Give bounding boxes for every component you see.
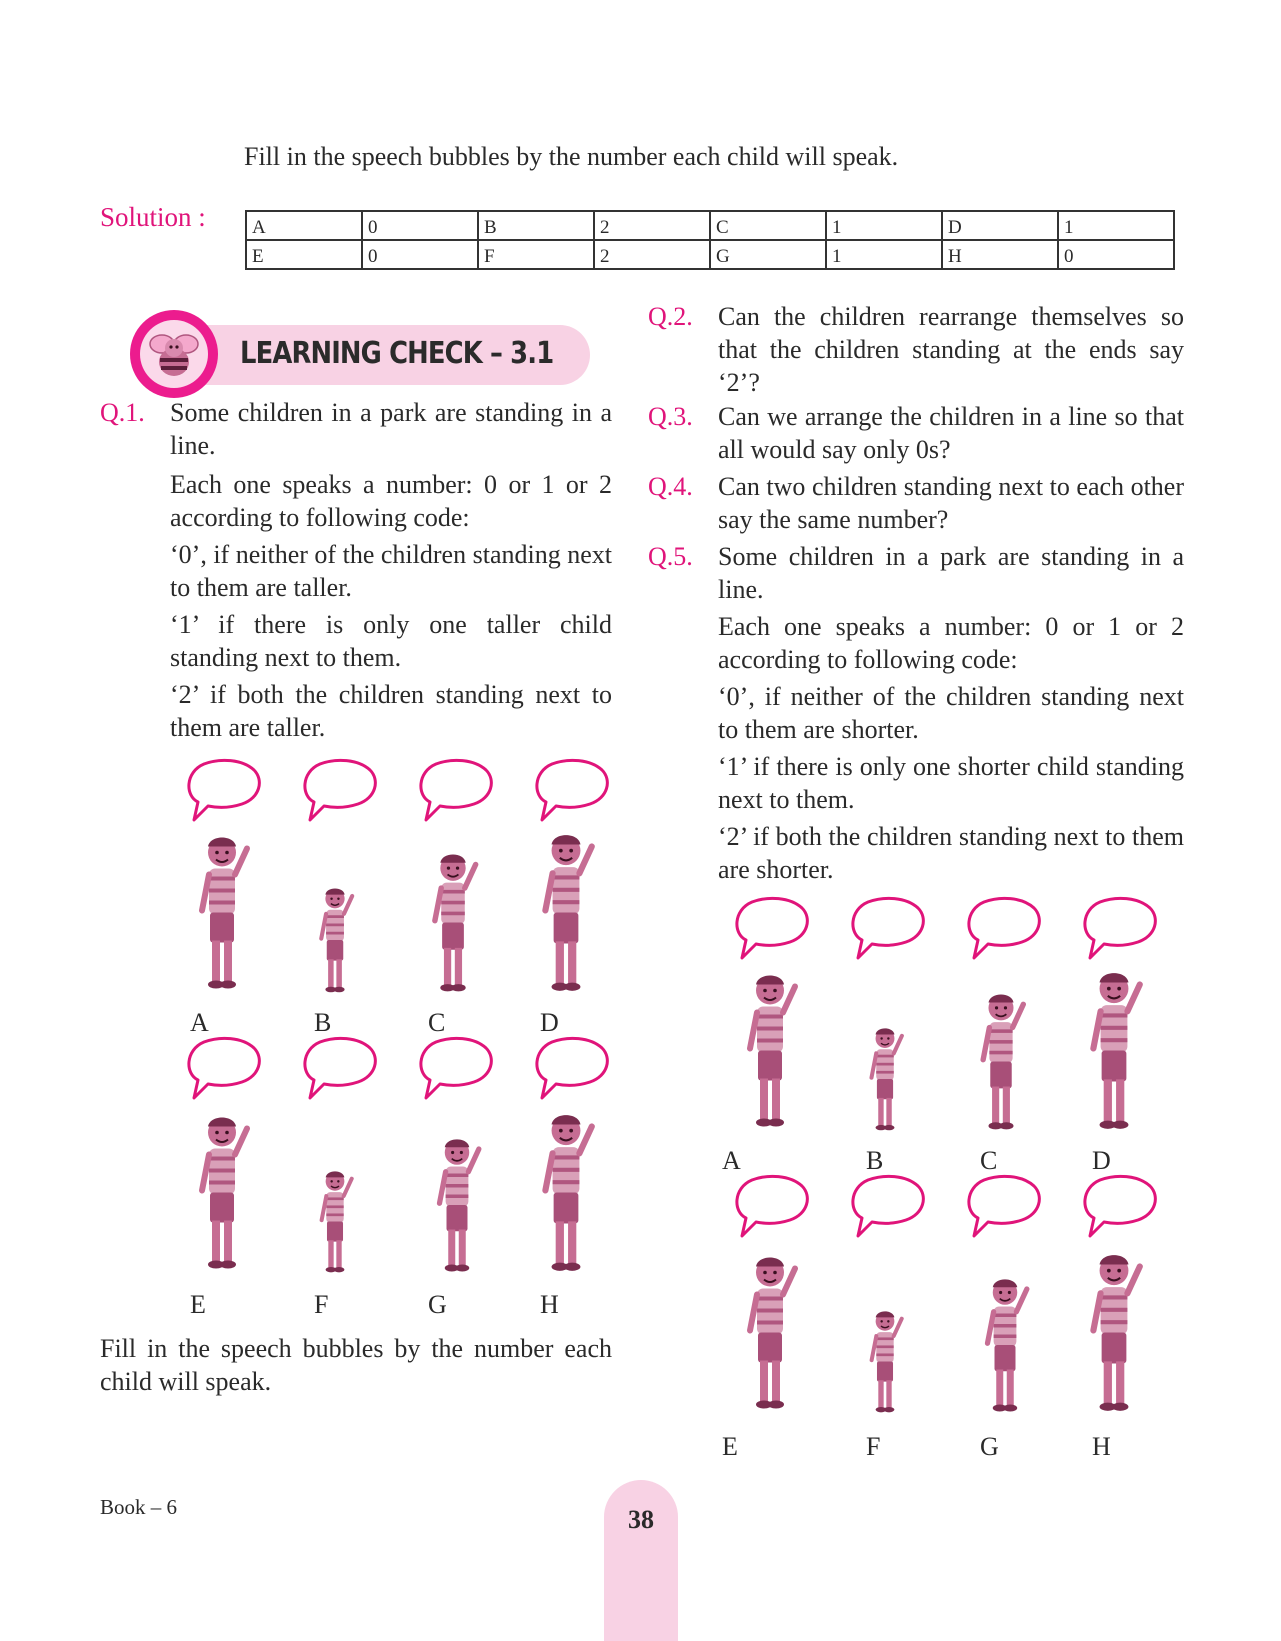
child-d-figure	[534, 830, 598, 995]
q2-number: Q.2.	[648, 302, 693, 331]
q5-number: Q.5.	[648, 542, 693, 571]
table-cell: F	[478, 240, 594, 269]
table-cell: C	[710, 211, 826, 240]
q5-para-2: Each one speaks a number: 0 or 1 or 2 according to following code:	[718, 612, 1184, 674]
speech-bubble-icon[interactable]	[1078, 1174, 1158, 1238]
speech-bubble-icon[interactable]	[414, 1036, 494, 1100]
speech-bubble-icon[interactable]	[530, 1036, 610, 1100]
speech-bubble-icon[interactable]	[182, 1036, 262, 1100]
label-c: C	[428, 1008, 446, 1037]
child-g-figure	[418, 1135, 496, 1275]
speech-bubble-icon[interactable]	[962, 896, 1042, 960]
book-label: Book – 6	[100, 1495, 178, 1519]
speech-bubble-icon[interactable]	[730, 1174, 810, 1238]
label-e: E	[722, 1432, 738, 1461]
label-d: D	[540, 1008, 559, 1037]
table-row	[246, 240, 1174, 269]
speech-bubble-icon[interactable]	[1078, 896, 1158, 960]
table-cell: 0	[1058, 240, 1174, 269]
speech-bubble-icon[interactable]	[846, 896, 926, 960]
q1-para-1: Some children in a park are standing in a line.	[170, 398, 612, 460]
learning-check-title: LEARNING CHECK – 3.1	[240, 336, 554, 371]
solution-label: Solution :	[100, 202, 206, 232]
label-b: B	[866, 1146, 884, 1175]
child-h-figure	[534, 1110, 598, 1275]
child-e-figure	[740, 1250, 800, 1415]
speech-bubble-icon[interactable]	[298, 1036, 378, 1100]
table-cell: H	[942, 240, 1058, 269]
q1-para-5: ‘2’ if both the children standing next to them are taller.	[170, 680, 612, 742]
child-d-figure	[1082, 968, 1146, 1133]
q5-para-3: ‘0’, if neither of the children standing next to them are shorter.	[718, 682, 1184, 744]
speech-bubble-icon[interactable]	[414, 758, 494, 822]
child-f-figure	[305, 1168, 365, 1275]
q4-text: Can two children standing next to each other say the same number?	[718, 472, 1184, 534]
q3-number: Q.3.	[648, 402, 693, 431]
table-cell: 0	[362, 211, 478, 240]
child-a-figure	[740, 968, 800, 1133]
child-a-figure	[192, 830, 252, 995]
table-row	[246, 211, 1174, 240]
table-cell: G	[710, 240, 826, 269]
label-a: A	[190, 1008, 209, 1037]
q5-para-4: ‘1’ if there is only one shorter child standing next to them.	[718, 752, 1184, 814]
table-cell: 1	[826, 240, 942, 269]
table-cell: 0	[362, 240, 478, 269]
label-g: G	[428, 1290, 447, 1319]
bee-icon-inner	[140, 320, 208, 388]
table-cell: 2	[594, 240, 710, 269]
speech-bubble-icon[interactable]	[530, 758, 610, 822]
table-cell: D	[942, 211, 1058, 240]
q5-para-5: ‘2’ if both the children standing next to them are shorter.	[718, 822, 1184, 884]
q1-para-2: Each one speaks a number: 0 or 1 or 2 according to following code:	[170, 470, 612, 532]
child-f-figure	[855, 1308, 915, 1415]
child-b-figure	[855, 1025, 915, 1133]
q1-para-3: ‘0’, if neither of the children standing next to them are taller.	[170, 540, 612, 602]
label-d: D	[1092, 1146, 1111, 1175]
label-c: C	[980, 1146, 998, 1175]
q4-number: Q.4.	[648, 472, 693, 501]
label-e: E	[190, 1290, 206, 1319]
label-h: H	[1092, 1432, 1111, 1461]
label-f: F	[866, 1432, 881, 1461]
q1-number: Q.1.	[100, 398, 145, 427]
table-cell: 2	[594, 211, 710, 240]
q1-fill-text: Fill in the speech bubbles by the number each child will speak.	[100, 1334, 612, 1396]
label-a: A	[722, 1146, 741, 1175]
child-c-figure	[966, 990, 1036, 1133]
q2-text: Can the children rearrange themselves so that the children standing at the ends say ‘2’?	[718, 302, 1184, 397]
child-g-figure	[966, 1275, 1044, 1415]
q3-text: Can we arrange the children in a line so that all would say only 0s?	[718, 402, 1184, 464]
label-h: H	[540, 1290, 559, 1319]
q5-para-1: Some children in a park are standing in a line.	[718, 542, 1184, 604]
label-b: B	[314, 1008, 332, 1037]
table-cell: 1	[1058, 211, 1174, 240]
table-cell: E	[246, 240, 362, 269]
speech-bubble-icon[interactable]	[298, 758, 378, 822]
label-f: F	[314, 1290, 329, 1319]
intro-text: Fill in the speech bubbles by the number each child will speak.	[244, 142, 899, 171]
speech-bubble-icon[interactable]	[182, 758, 262, 822]
speech-bubble-icon[interactable]	[962, 1174, 1042, 1238]
child-h-figure	[1082, 1250, 1146, 1415]
table-cell: A	[246, 211, 362, 240]
page-number: 38	[628, 1505, 654, 1534]
table-cell: 1	[826, 211, 942, 240]
solution-table	[245, 210, 1175, 270]
child-b-figure	[305, 885, 365, 995]
bee-mascot-icon	[140, 320, 208, 388]
child-c-figure	[418, 850, 488, 995]
table-cell: B	[478, 211, 594, 240]
child-e-figure	[192, 1110, 252, 1275]
q1-para-4: ‘1’ if there is only one taller child standing next to them.	[170, 610, 612, 672]
label-g: G	[980, 1432, 999, 1461]
speech-bubble-icon[interactable]	[846, 1174, 926, 1238]
speech-bubble-icon[interactable]	[730, 896, 810, 960]
